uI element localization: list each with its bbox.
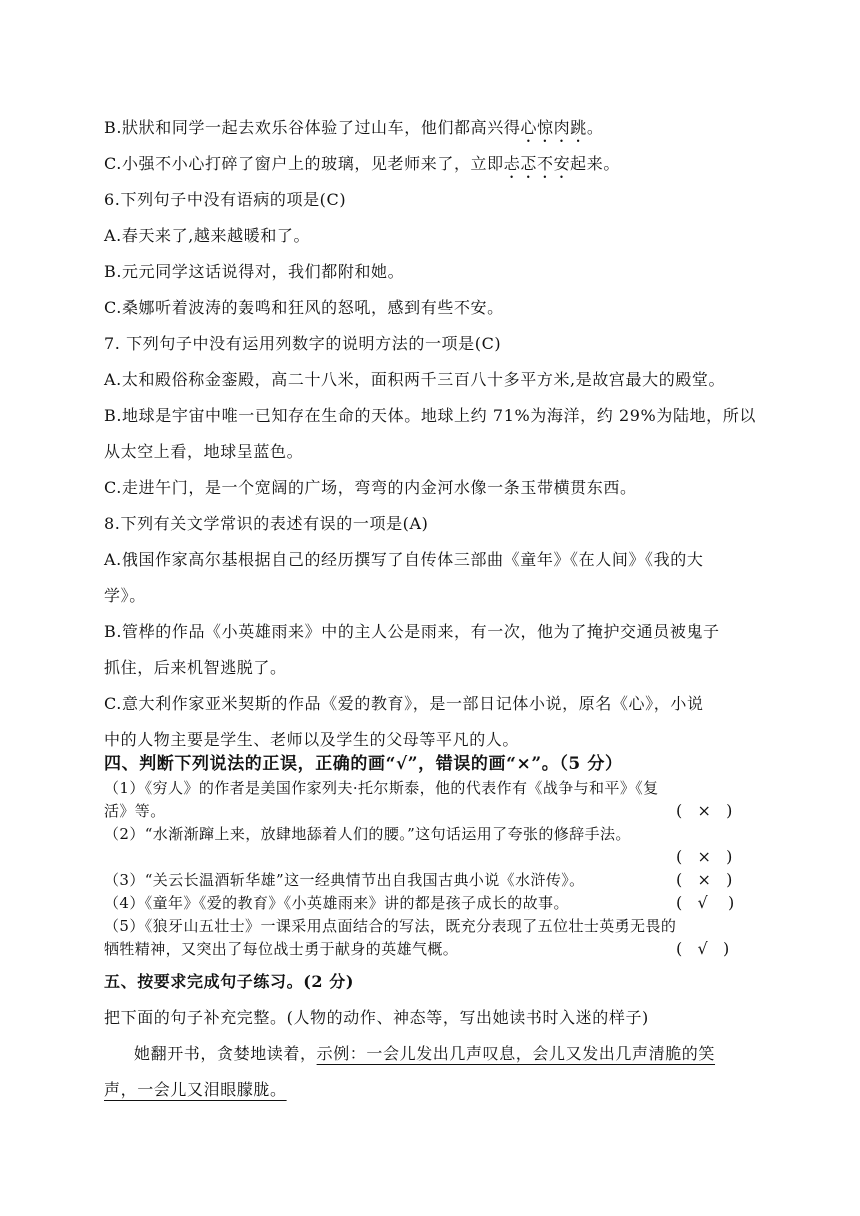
section4-item2-answer: ( × ) <box>676 847 733 866</box>
q7-stem: 7. 下列句子中没有运用列数字的说明方法的一项是(C) <box>104 334 502 353</box>
section4-item1-line2: 活》等。 <box>104 802 166 820</box>
section5-heading: 五、按要求完成句子练习。(2 分) <box>104 972 355 991</box>
q5-option-b-emphasis: 心惊肉跳 <box>520 118 587 137</box>
q6-option-b: B.元元同学这话说得对，我们都附和她。 <box>104 262 405 281</box>
section4-heading: 四、判断下列说法的正误，正确的画“√”，错误的画“×”。（5 分） <box>104 754 623 774</box>
section4-item4-answer: ( √ ) <box>676 893 735 912</box>
q5-option-b <box>104 116 764 146</box>
q7-option-b-line2: 从太空上看，地球呈蓝色。 <box>104 442 304 461</box>
section4-item5-line1: （5）《狼牙山五壮士》一课采用点面结合的写法，既充分表现了五位壮士英勇无畏的 <box>104 917 677 935</box>
section4-item3-answer: ( × ) <box>676 870 733 889</box>
section5-answer-line1: 示例：一会儿发出几声叹息，会儿又发出几声清脆的笑 <box>316 1044 716 1063</box>
q7-option-c: C.走进午门，是一个宽阔的广场，弯弯的内金河水像一条玉带横贯东西。 <box>104 478 637 497</box>
q5-option-c <box>104 152 764 182</box>
q5-option-b-text-pre: B.狀狀和同学一起去欢乐谷体验了过山车，他们都高兴得 <box>104 118 521 137</box>
q8-option-b-line2: 抓住，后来机智逃脱了。 <box>104 658 287 677</box>
q6-stem: 6.下列句子中没有语病的项是(C) <box>104 190 347 209</box>
q8-option-a-line2: 学》。 <box>104 586 146 605</box>
q7-option-b-line1: B.地球是宇宙中唯一已知存在生命的天体。地球上约 71%为海洋，约 29%为陆地，所以 <box>104 406 756 425</box>
section5-instruction: 把下面的句子补充完整。(人物的动作、神态等，写出她读书时入迷的样子) <box>104 1008 649 1027</box>
q7-option-a: A.太和殿俗称金銮殿，高二十八米，面积两千三百八十多平方米,是故宫最大的殿堂。 <box>104 370 726 389</box>
q8-option-c-line1: C.意大利作家亚米契斯的作品《爱的教育》，是一部日记体小说，原名《心》，小说 <box>104 694 704 713</box>
q5-option-c-emphasis: 忐忑不安 <box>503 154 571 173</box>
section4-item5-answer: ( √ ) <box>676 939 730 958</box>
section4-item1-answer: ( × ) <box>676 801 733 820</box>
q5-option-b-text-post: 。 <box>586 118 604 137</box>
q8-option-c-line2: 中的人物主要是学生、老师以及学生的父母等平凡的人。 <box>104 730 520 749</box>
q8-stem: 8.下列有关文学常识的表述有误的一项是(A) <box>104 514 429 533</box>
section4-item3-line1: （3）“关云长温酒斩华雄”这一经典情节出自我国古典小说《水浒传》。 <box>104 871 585 889</box>
q8-option-a-line1: A.俄国作家高尔基根据自己的经历撰写了自传体三部曲《童年》《在人间》《我的大 <box>104 550 704 569</box>
section5-sentence <box>134 1042 764 1066</box>
section4-item5-line2: 牺牲精神，又突出了每位战士勇于献身的英雄气概。 <box>104 940 459 958</box>
q6-option-c: C.桑娜听着波涛的轰鸣和狂风的怒吼，感到有些不安。 <box>104 298 504 317</box>
section5-answer-line2: 声，一会儿又泪眼朦胧。 <box>104 1080 287 1099</box>
q5-option-c-text-pre: C.小强不小心打碎了窗户上的玻璃，见老师来了，立即 <box>104 154 504 173</box>
section4-item2-line1: （2）“水渐渐蹿上来，放肆地舔着人们的腰。”这句话运用了夸张的修辞手法。 <box>104 825 631 843</box>
q5-option-c-text-post: 起来。 <box>570 154 620 173</box>
section4-item4-line1: （4）《童年》《爱的教育》《小英雄雨来》讲的都是孩子成长的故事。 <box>104 894 569 912</box>
q6-option-a: A.春天来了,越来越暖和了。 <box>104 226 311 245</box>
q8-option-b-line1: B.管桦的作品《小英雄雨来》中的主人公是雨来，有一次，他为了掩护交通员被鬼子 <box>104 622 720 641</box>
section5-answer-continuation <box>104 1078 764 1102</box>
section5-sentence-prefix: 她翻开书，贪婪地读着， <box>134 1044 317 1063</box>
section4-item1-line1: （1）《穷人》的作者是美国作家列夫·托尔斯泰，他的代表作有《战争与和平》《复 <box>104 779 659 797</box>
